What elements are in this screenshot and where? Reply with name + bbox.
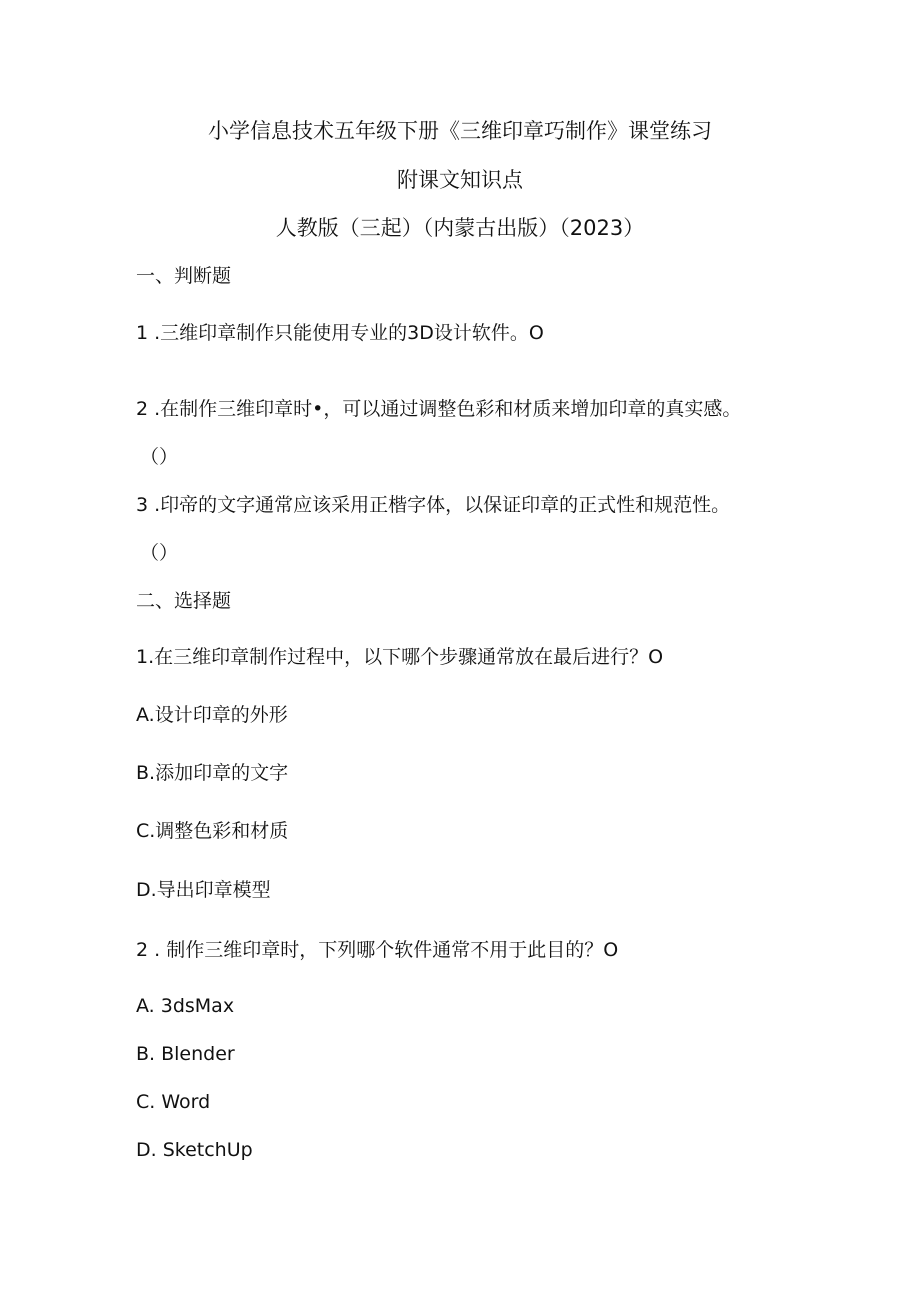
mc-question-2-option-b: B. Blender [136,1043,235,1065]
mc-question-2-option-c: C. Word [136,1091,211,1113]
section-heading-true-false: 一、判断题 [136,265,232,287]
tf-question-1: 1 .三维印章制作只能使用专业的3D设计软件。O [136,322,544,344]
mc-question-2-option-d: D. SketchUp [136,1139,253,1161]
document-edition: 人教版（三起）（内蒙古出版）（2023） [275,216,645,240]
tf-question-2: 2 .在制作三维印章时•，可以通过调整色彩和材质来增加印章的真实感。 [136,398,742,420]
mc-question-1-option-a: A.设计印章的外形 [136,704,288,726]
mc-question-2-option-a: A. 3dsMax [136,995,235,1017]
tf-question-2-blank: （） [140,446,179,468]
tf-question-3-blank: （） [140,542,179,564]
document-title: 小学信息技术五年级下册《三维印章巧制作》课堂练习 [208,119,712,143]
mc-question-1-option-d: D.导出印章模型 [136,879,271,901]
mc-question-1-stem: 1.在三维印章制作过程中，以下哪个步骤通常放在最后进行？O [136,646,664,668]
tf-question-3: 3 .印帝的文字通常应该采用正楷字体，以保证印章的正式性和规范性。 [136,494,731,516]
document-subtitle: 附课文知识点 [397,168,523,192]
mc-question-1-option-c: C.调整色彩和材质 [136,820,289,842]
mc-question-2-stem: 2 . 制作三维印章时，下列哪个软件通常不用于此目的？O [136,939,619,961]
section-heading-multiple-choice: 二、选择题 [136,590,232,612]
mc-question-1-option-b: B.添加印章的文字 [136,762,289,784]
